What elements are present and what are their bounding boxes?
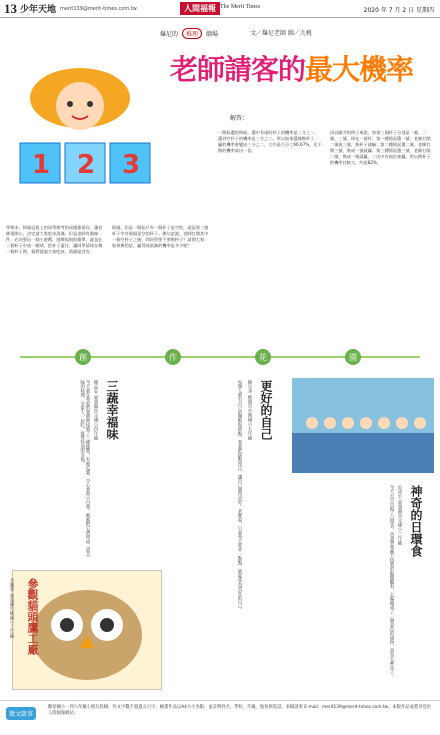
svg-text:2: 2 xyxy=(77,150,96,180)
story-author: 吳沛宏 嘉義縣崇文國小三年級 xyxy=(397,485,402,545)
feature-byline: 文／爆尼老師 圖／九桃 xyxy=(250,30,312,37)
story-title: 神奇的日環食 xyxy=(409,485,423,557)
feature-body-col2: 阿碰，但是一開始只有一個杯子是空的，就是那三個杯子中有兩個是空的杯子。換句話說，老師打開其中一個空杯子之後，問同學要不要換杯子？請問大家：如果換的話，贏得冰淇淋的機率是多少呢？ xyxy=(112,225,209,248)
svg-text:1: 1 xyxy=(32,150,51,180)
banner-char-1: 創 xyxy=(75,349,91,365)
feature-title-part1: 老師請客的 xyxy=(170,53,306,86)
feature-body-col4: 再以剛才的例子來說，如果三個杯子分別是一號、二號、三號，球在一號杯。第一種情況選一號，老師打開二號或三號，換杯子就輸；第二種情況選二號，老師打開三號，換成一號就贏；第三種情況選三號，老師打開二號，換成一號就贏。三次中有兩次會贏，所以換杯子的機率比較大，約是82%。 xyxy=(330,130,431,165)
story-body: 今天天空出現了日環食，爸爸帶我戴上特製的眼鏡觀看，太陽變成了一個金色的戒指，真是太神奇了！ xyxy=(389,485,394,679)
section-title: 少年天地 xyxy=(20,5,57,15)
banner-char-3: 花 xyxy=(255,349,271,365)
story-body: 今天我在我家的菜園裡採收了三種蔬菜，有地瓜葉、空心菜和小白菜。媽媽把它們炒成三道美味的料理，全家人一起吃，覺得特別的幸福。 xyxy=(79,380,90,557)
feature-body-col1: 學期末，阿碰這班上的同學期考的成績都很好，讓老師很開心，決定請大家吃冰淇淋。但是老師有個條件，必須要玩一個小遊戲，遊戲規則很簡單，就是在三個杯子中放一顆球，把杯子蓋住，讓同學猜球在哪一個杯子裡，猜對就請大家吃冰，猜錯就沒有。 xyxy=(6,225,103,254)
girl-with-number-blocks-illustration xyxy=(10,58,170,198)
brand-english: The Merit Times xyxy=(220,4,261,10)
story-title: 參觀貓頭鷹工廠 xyxy=(26,578,39,655)
banner-char-2: 作 xyxy=(165,349,181,365)
story-author: 陳品安 嘉義縣崇文國小四年級 xyxy=(93,380,98,440)
submission-notice: 歡迎國小一到六年級小朋友投稿，作文字數不超過五百字，繪畫作品以A4大小為限，並註明姓名、學校、年級、地址與電話。來稿請寄 E-mail：merit139@merit-times.com.tw。本版作品並將刊登於人間福報網站。 xyxy=(48,705,432,716)
column-tag xyxy=(160,28,218,39)
story-title: 三蔬幸福味 xyxy=(105,380,119,440)
creative-garden-banner xyxy=(0,343,440,371)
class-group-photo xyxy=(292,378,434,473)
column-tail: 劇場 xyxy=(206,31,219,38)
feature-title xyxy=(170,48,413,88)
brand-logo: 人間福報 xyxy=(180,2,220,15)
answer-label: 解答： xyxy=(230,115,249,122)
story-author: 李湘蓉 嘉義縣竹崎國小三年級 xyxy=(9,578,14,638)
feature-title-part2: 最大機率 xyxy=(305,53,414,86)
issue-date: 2020 年 7 月 2 日 星期四 xyxy=(363,7,434,14)
page-number: 13 xyxy=(4,0,17,16)
story-body: 每個人都有自己的優點和缺點，我要把缺點改正，讓自己變得更好。老師說，只要每天進步一點點，就能成為更好的自己。 xyxy=(237,380,242,613)
submission-tag: 徵文啟事 xyxy=(6,707,36,720)
svg-text:3: 3 xyxy=(122,150,141,180)
page-footer xyxy=(0,700,440,735)
feature-body-col3: 一開始選的時候，選中有球的杯子的機率是三分之一，選到空杯子的機率是三分之二。所以如果選擇換杯子，贏的機率會變成三分之二，大約是百分之66.67%，比不換的機率高出一倍。 xyxy=(218,130,322,153)
banner-char-4: 園 xyxy=(345,349,361,365)
site-email: merit139@merit-times.com.tw xyxy=(60,5,137,12)
column-pill: 推理 xyxy=(182,28,202,39)
story-title: 更好的自己 xyxy=(259,380,273,440)
group-photo-illustration xyxy=(292,378,434,473)
story-author: 陳昱聿 桃園市中興國小五年級 xyxy=(247,380,252,440)
column-label: 爆尼的 xyxy=(160,31,179,38)
